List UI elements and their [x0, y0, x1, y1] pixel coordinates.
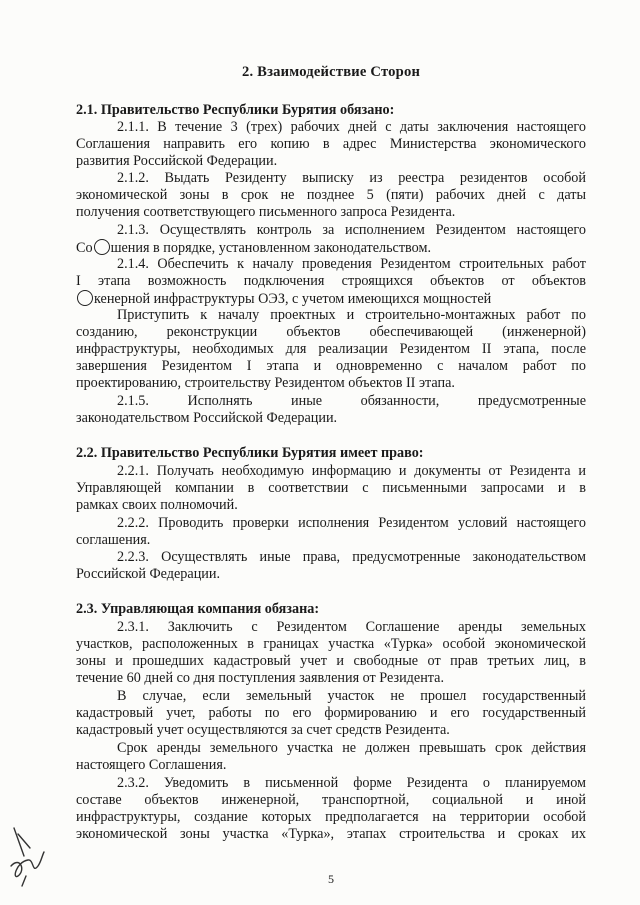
text-line: 2.3.1. Заключить с Резидентом Соглашение аренды земельных [117, 619, 586, 635]
section-title: 2. Взаимодействие Сторон [241, 64, 421, 80]
text-line: В случае, если земельный участок не прошел государственный [117, 688, 586, 704]
text-line: участков, расположенных в границах участка «Турка» особой экономической [76, 636, 586, 652]
text-line [76, 239, 586, 257]
text-line: 2.3.2. Уведомить в письменной форме Резидента о планируемом [117, 775, 586, 791]
text-line: 2.1.2. Выдать Резиденту выписку из реестра резидентов особой [117, 170, 586, 186]
text-line: течение 60 дней со дня поступления заявления от Резидента. [76, 670, 445, 686]
text-line: составе объектов инженерной, транспортной, социальной и иной [76, 792, 586, 808]
heading-2-2: 2.2. Правительство Республики Бурятия имеет право: [76, 445, 424, 461]
text-line: 2.1.5. Исполнять иные обязанности, предусмотренные [117, 393, 586, 409]
circle-mark-icon [77, 290, 93, 306]
text-line: 2.2.1. Получать необходимую информацию и документы от Резидента и [117, 463, 586, 479]
text-line: законодательством Российской Федерации. [76, 410, 338, 426]
text-line: проектированию, строительству Резидентом объектов II этапа. [76, 375, 455, 391]
text-line: завершения Резидентом I этапа и одновременно с началом работ по [76, 358, 586, 374]
text-line: 2.1.4. Обеспечить к началу проведения Резидентом строительных работ [117, 256, 586, 272]
text-fragment: Со [76, 240, 93, 256]
text-line: I этапа возможность подключения строящихся объектов от объектов [76, 273, 586, 289]
text-line: развития Российской Федерации. [76, 153, 278, 169]
text-line: зоны и прошедших кадастровый учет и свободные от прав третьих лиц, в [76, 653, 586, 669]
text-line [76, 290, 586, 308]
text-fragment: кенерной инфраструктуры ОЭЗ, с учетом имеющихся мощностей [94, 291, 492, 307]
page-number: 5 [328, 872, 334, 886]
heading-2-1: 2.1. Правительство Республики Бурятия обязано: [76, 102, 395, 118]
text-line: 2.1.1. В течение 3 (трех) рабочих дней с даты заключения настоящего [117, 119, 586, 135]
text-line: экономической зоны в срок не позднее 5 (пяти) рабочих дней с даты [76, 187, 586, 203]
text-line: Приступить к началу проектных и строительно-монтажных работ по [117, 307, 586, 323]
text-line: кадастровый учет осуществляются за счет средств Резидента. [76, 722, 450, 738]
text-line: Управляющей компании в соответствии с письменными запросами и в [76, 480, 586, 496]
text-line: 2.2.3. Осуществлять иные права, предусмотренные законодательством [117, 549, 586, 565]
text-line: рамках своих полномочий. [76, 497, 238, 513]
circle-mark-icon [94, 239, 110, 255]
handwritten-signature [8, 826, 46, 888]
text-line: созданию, реконструкции объектов обеспечивающей (инженерной) [76, 324, 586, 340]
text-line: 2.2.2. Проводить проверки исполнения Резидентом условий настоящего [117, 515, 586, 531]
text-line: кадастровый учет, работы по его формированию и его государственный [76, 705, 586, 721]
text-line: 2.1.3. Осуществлять контроль за исполнением Резидентом настоящего [117, 222, 586, 238]
text-line: Срок аренды земельного участка не должен превышать срок действия [117, 740, 586, 756]
text-line: настоящего Соглашения. [76, 757, 227, 773]
text-line: Российской Федерации. [76, 566, 221, 582]
text-line: инфраструктуры, необходимых для реализации Резидентом II этапа, после [76, 341, 586, 357]
text-line: получения соответствующего письменного запроса Резидента. [76, 204, 456, 220]
text-line: Соглашения направить его копию в адрес Министерства экономического [76, 136, 586, 152]
text-line: инфраструктуры, создание которых предполагается на территории особой [76, 809, 586, 825]
heading-2-3: 2.3. Управляющая компания обязана: [76, 601, 320, 617]
text-line: экономической зоны участка «Турка», этапах строительства и сроках их [76, 826, 586, 842]
text-fragment: шения в порядке, установленном законодательством. [110, 240, 431, 256]
text-line: соглашения. [76, 532, 151, 548]
